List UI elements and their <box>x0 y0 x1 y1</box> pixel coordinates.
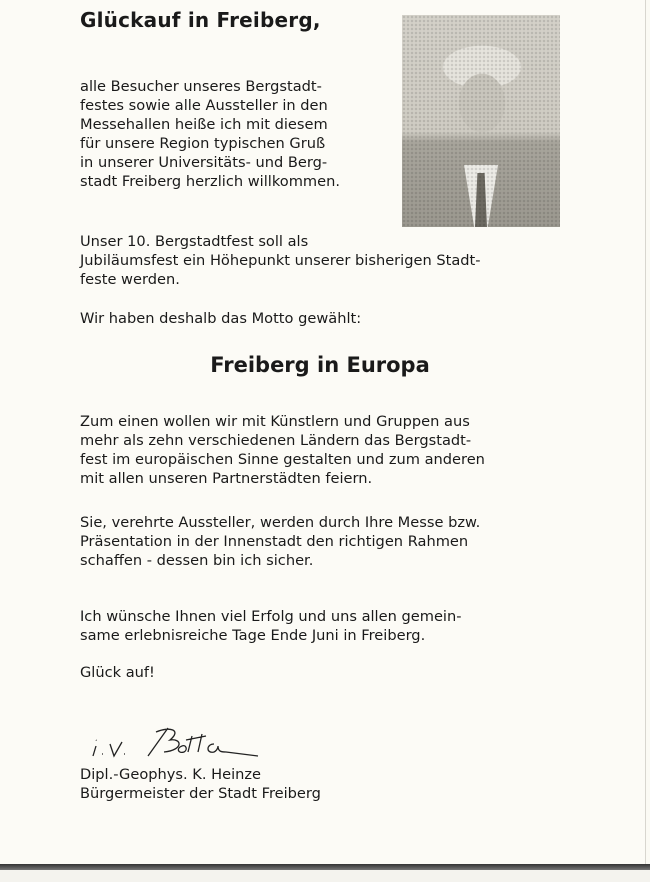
closing-line: Glück auf! <box>80 664 155 681</box>
text-line: Messehallen heiße ich mit diesem <box>80 116 328 133</box>
motto-intro-paragraph <box>80 309 361 328</box>
text-line: für unsere Region typischen Gruß <box>80 135 326 152</box>
text-line: in unserer Universitäts- und Berg- <box>80 154 328 171</box>
text-line: mehr als zehn verschiedenen Ländern das Bergstadt- <box>80 432 472 449</box>
text-line: Wir haben deshalb das Motto gewählt: <box>80 310 362 327</box>
intro-paragraph <box>80 77 340 191</box>
handwritten-signature <box>90 722 270 762</box>
photo-halftone <box>402 15 560 227</box>
text-line: stadt Freiberg herzlich willkommen. <box>80 173 340 190</box>
text-line: Unser 10. Bergstadtfest soll als <box>80 233 309 250</box>
text-line: schaffen - dessen bin ich sicher. <box>80 552 314 569</box>
signer-block <box>80 765 321 803</box>
text-line: Ich wünsche Ihnen viel Erfolg und uns allen gemein- <box>80 608 462 625</box>
text-line: Jubiläumsfest ein Höhepunkt unserer bisherigen Stadt- <box>80 252 481 269</box>
jubilee-paragraph <box>80 232 481 289</box>
text-line: Präsentation in der Innenstadt den richtigen Rahmen <box>80 533 469 550</box>
background-surface <box>0 870 650 882</box>
text-line: Zum einen wollen wir mit Künstlern und Gruppen aus <box>80 413 470 430</box>
signer-role: Bürgermeister der Stadt Freiberg <box>80 785 321 802</box>
text-line: feste werden. <box>80 271 180 288</box>
wishes-paragraph <box>80 607 462 645</box>
text-line: Sie, verehrte Aussteller, werden durch Ihre Messe bzw. <box>80 514 481 531</box>
text-line: fest im europäischen Sinne gestalten und zum anderen <box>80 451 485 468</box>
signer-name: Dipl.-Geophys. K. Heinze <box>80 766 262 783</box>
text-line: alle Besucher unseres Bergstadt- <box>80 78 322 95</box>
text-line: same erlebnisreiche Tage Ende Juni in Freiberg. <box>80 627 426 644</box>
motto-heading: Freiberg in Europa <box>210 353 430 377</box>
exhibitors-paragraph <box>80 513 480 570</box>
text-line: festes sowie alle Aussteller in den <box>80 97 328 114</box>
mayor-portrait-photo <box>402 15 560 227</box>
greeting-heading: Glückauf in Freiberg, <box>80 8 321 32</box>
text-line: mit allen unseren Partnerstädten feiern. <box>80 470 373 487</box>
artists-paragraph <box>80 412 485 488</box>
